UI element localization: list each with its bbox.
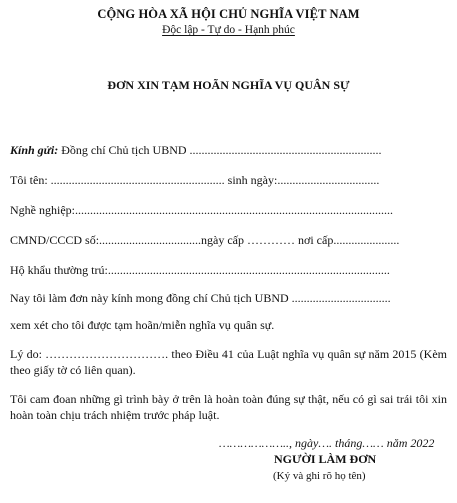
- household-registration-line: Hộ khẩu thường trú:..............................................................................................: [10, 263, 390, 277]
- motto-text: Độc lập - Tự do - Hạnh phúc: [162, 24, 295, 36]
- occupation-line: Nghề nghiệp:..........................................................................................................: [10, 203, 393, 217]
- request-line: Nay tôi làm đơn này kính mong đồng chí Chủ tịch UBND .................................: [10, 291, 391, 305]
- signer-title: NGƯỜI LÀM ĐƠN: [274, 452, 377, 466]
- signature-note: (Ký và ghi rõ họ tên): [273, 470, 366, 482]
- date-line: ……………….., ngày…. tháng…… năm 2022: [219, 436, 435, 450]
- commitment-paragraph: Tôi cam đoan những gì trình bày ở trên là hoàn toàn đúng sự thật, nếu có gì sai trái tôi xin hoàn toàn chịu trách nhiệm trước pháp luật.: [10, 392, 447, 422]
- kinh-gui-line: [10, 143, 382, 158]
- consideration-line: xem xét cho tôi được tạm hoãn/miễn nghĩa vụ quân sự.: [10, 318, 275, 332]
- kinh-gui-label: Kính gửi:: [10, 143, 59, 157]
- name-birthdate-line: Tôi tên: .......................................................... sinh ngày:..................................: [10, 173, 380, 187]
- national-motto: [0, 23, 457, 38]
- national-title: CỘNG HÒA XÃ HỘI CHỦ NGHĨA VIỆT NAM: [97, 7, 360, 21]
- id-card-line: CMND/CCCD số:..................................ngày cấp ………… nơi cấp......................: [10, 233, 400, 247]
- document-title: ĐƠN XIN TẠM HOÃN NGHĨA VỤ QUÂN SỰ: [107, 78, 350, 92]
- reason-paragraph: Lý do: …………………………. theo Điều 41 của Luật nghĩa vụ quân sự năm 2015 (Kèm theo giấy tờ có liên quan).: [10, 347, 447, 377]
- kinh-gui-value: Đồng chí Chủ tịch UBND ................................................................: [58, 143, 382, 157]
